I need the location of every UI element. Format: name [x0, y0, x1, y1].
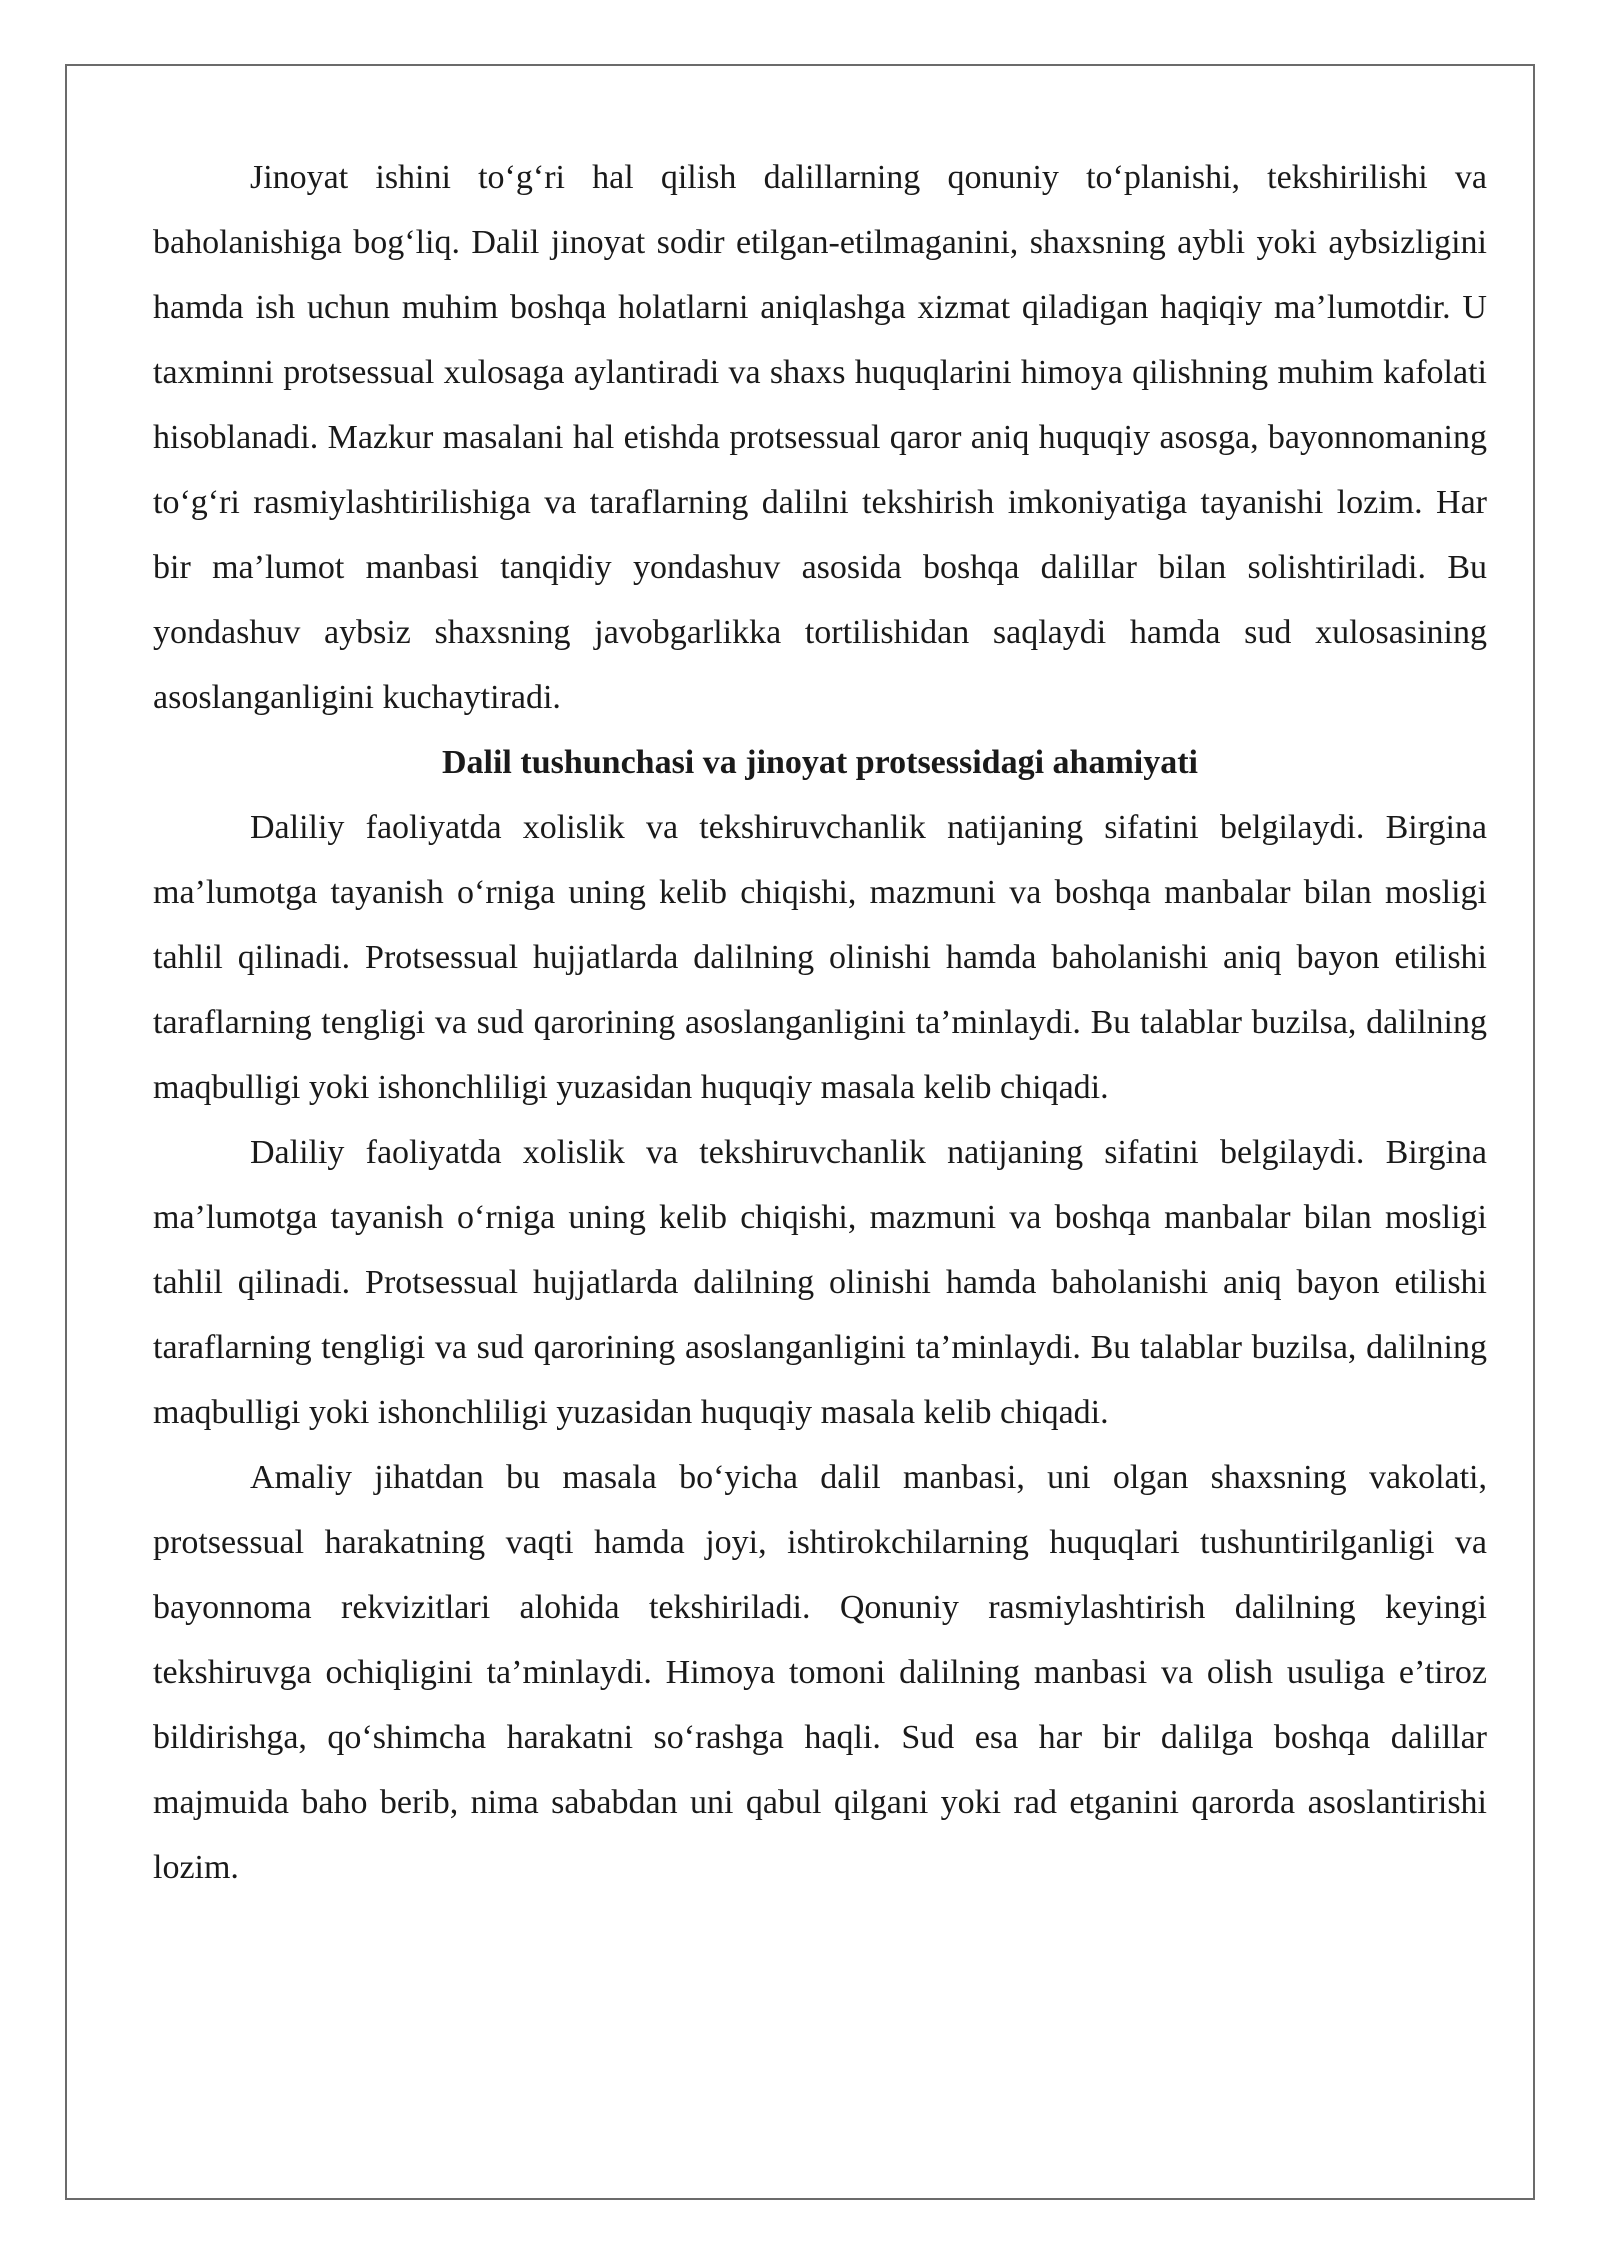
- paragraph-objectivity: Daliliy faoliyatda xolislik va tekshiruvchanlik natijaning sifatini belgilaydi. Birgina ma’lumotga tayanish o‘rniga uning kelib chiqishi, mazmuni va boshqa manbalar bilan mosligi tahlil qilinadi. Protsessual hujjatlarda dalilning olinishi hamda baholanishi aniq bayon etilishi taraflarning tengligi va sud qarorining asoslanganligini ta’minlaydi. Bu talablar buzilsa, dalilning maqbulligi yoki ishonchliligi yuzasidan huquqiy masala kelib chiqadi.: [153, 809, 1487, 1106]
- paragraph-objectivity-repeat: Daliliy faoliyatda xolislik va tekshiruvchanlik natijaning sifatini belgilaydi. Birgina ma’lumotga tayanish o‘rniga uning kelib chiqishi, mazmuni va boshqa manbalar bilan mosligi tahlil qilinadi. Protsessual hujjatlarda dalilning olinishi hamda baholanishi aniq bayon etilishi taraflarning tengligi va sud qarorining asoslanganligini ta’minlaydi. Bu talablar buzilsa, dalilning maqbulligi yoki ishonchliligi yuzasidan huquqiy masala kelib chiqadi.: [153, 1134, 1487, 1431]
- paragraph-intro: Jinoyat ishini to‘g‘ri hal qilish dalillarning qonuniy to‘planishi, tekshirilishi va baholanishiga bog‘liq. Dalil jinoyat sodir etilgan-etilmaganini, shaxsning aybli yoki aybsizligini hamda ish uchun muhim boshqa holatlarni aniqlashga xizmat qiladigan haqiqiy ma’lumotdir. U taxminni protsessual xulosaga aylantiradi va shaxs huquqlarini himoya qilishning muhim kafolati hisoblanadi. Mazkur masalani hal etishda protsessual qaror aniq huquqiy asosga, bayonnomaning to‘g‘ri rasmiylashtirilishiga va taraflarning dalilni tekshirish imkoniyatiga tayanishi lozim. Har bir ma’lumot manbasi tanqidiy yondashuv asosida boshqa dalillar bilan solishtiriladi. Bu yondashuv aybsiz shaxsning javobgarlikka tortilishidan saqlaydi hamda sud xulosasining asoslanganligini kuchaytiradi.: [153, 159, 1487, 716]
- paragraph-practical: Amaliy jihatdan bu masala bo‘yicha dalil manbasi, uni olgan shaxsning vakolati, protsessual harakatning vaqti hamda joyi, ishtirokchilarning huquqlari tushuntirilganligi va bayonnoma rekvizitlari alohida tekshiriladi. Qonuniy rasmiylashtirish dalilning keyingi tekshiruvga ochiqligini ta’minlaydi. Himoya tomoni dalilning manbasi va olish usuliga e’tiroz bildirishga, qo‘shimcha harakatni so‘rashga haqli. Sud esa har bir dalilga boshqa dalillar majmuida baho berib, nima sababdan uni qabul qilgani yoki rad etganini qarorda asoslantirishi lozim.: [153, 1459, 1487, 1886]
- section-heading: Dalil tushunchasi va jinoyat protsessidagi ahamiyati: [441, 744, 1198, 781]
- document-body: [153, 145, 1487, 1900]
